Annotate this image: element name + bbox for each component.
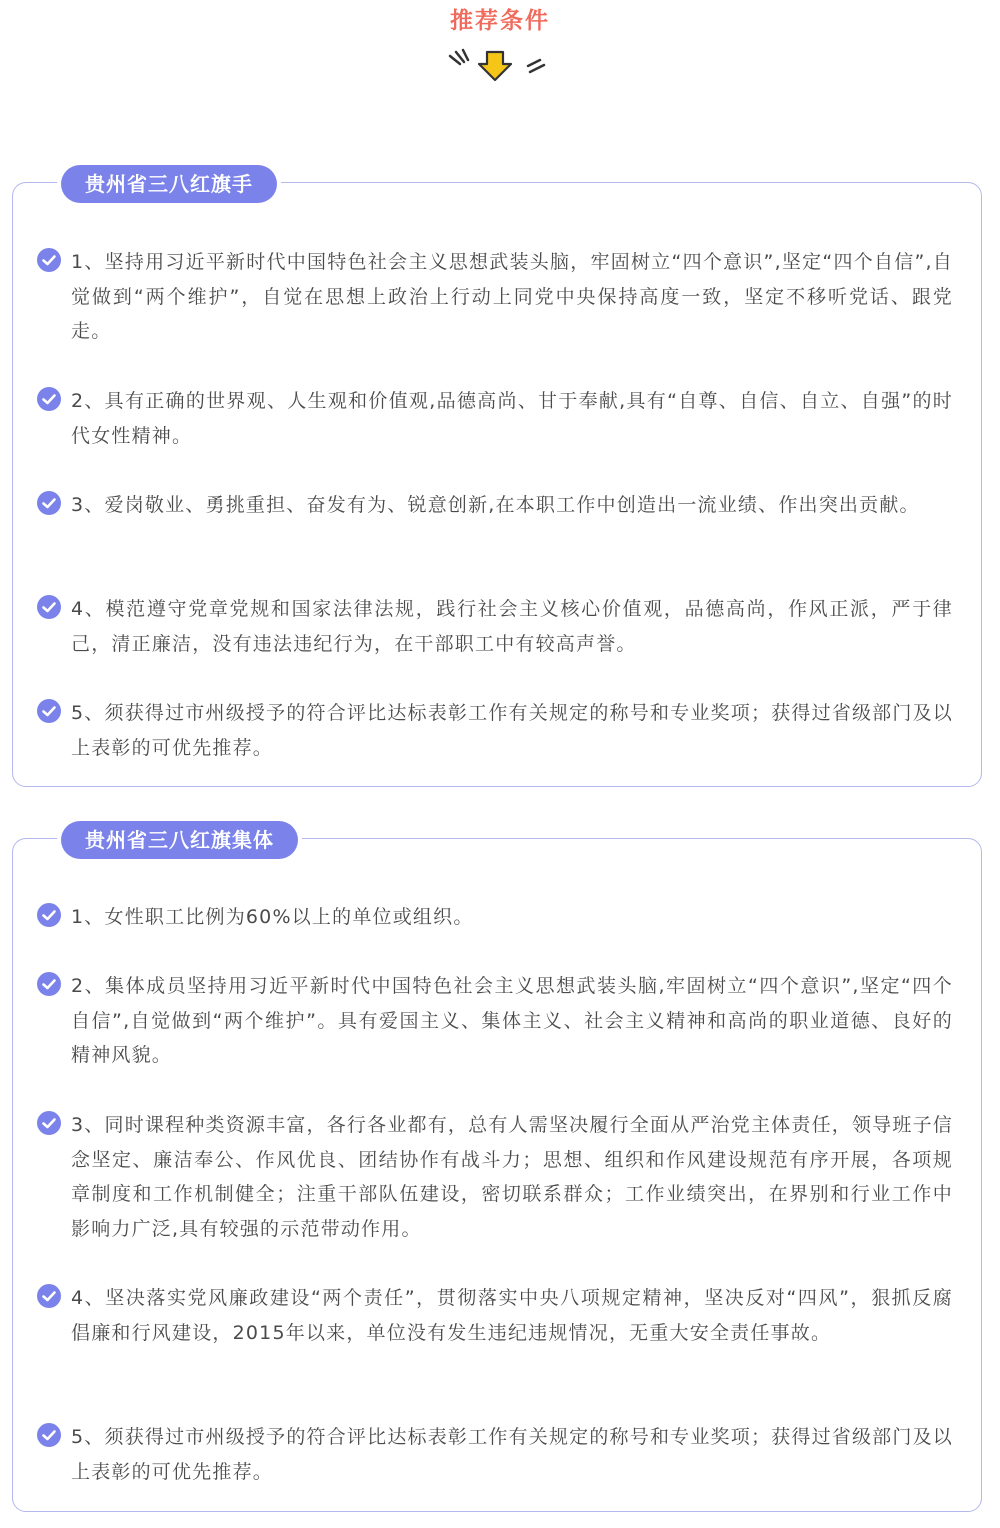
section-red-banner-collective	[12, 828, 982, 1512]
list-item	[37, 1108, 953, 1246]
check-circle-icon	[37, 972, 61, 996]
list-item	[37, 384, 953, 453]
check-circle-icon	[37, 387, 61, 411]
item-text: 1、女性职工比例为60%以上的单位或组织。	[71, 906, 474, 928]
item-text: 3、爱岗敬业、勇挑重担、奋发有为、锐意创新,在本职工作中创造出一流业绩、作出突出贡献。	[71, 494, 920, 516]
check-circle-icon	[37, 699, 61, 723]
check-circle-icon	[37, 595, 61, 619]
page-title: 推荐条件	[450, 8, 550, 34]
item-text: 5、须获得过市州级授予的符合评比达标表彰工作有关规定的称号和专业奖项；获得过省级部门及以上表彰的可优先推荐。	[71, 702, 953, 759]
item-text: 1、坚持用习近平新时代中国特色社会主义思想武装头脑，牢固树立“四个意识”,坚定“四个自信”,自觉做到“两个维护”，自觉在思想上政治上行动上同党中央保持高度一致，坚定不移听党话、跟党走。	[71, 251, 953, 342]
list-item	[37, 900, 953, 935]
check-circle-icon	[37, 491, 61, 515]
section-tag: 贵州省三八红旗手	[61, 165, 277, 203]
check-circle-icon	[37, 1111, 61, 1135]
list-item	[37, 245, 953, 349]
list-item	[37, 1420, 953, 1489]
check-circle-icon	[37, 1284, 61, 1308]
list-item	[37, 1281, 953, 1350]
check-circle-icon	[37, 903, 61, 927]
list-item	[37, 696, 953, 765]
item-text: 4、模范遵守党章党规和国家法律法规，践行社会主义核心价值观，品德高尚，作风正派，严于律己，清正廉洁，没有违法违纪行为，在干部职工中有较高声誉。	[71, 598, 953, 655]
item-text: 2、集体成员坚持用习近平新时代中国特色社会主义思想武装头脑,牢固树立“四个意识”,坚定“四个自信”,自觉做到“两个维护”。具有爱国主义、集体主义、社会主义精神和高尚的职业道德、良好的精神风貌。	[71, 975, 953, 1066]
item-text: 5、须获得过市州级授予的符合评比达标表彰工作有关规定的称号和专业奖项；获得过省级部门及以上表彰的可优先推荐。	[71, 1426, 953, 1483]
item-text: 4、坚决落实党风廉政建设“两个责任”，贯彻落实中央八项规定精神，坚决反对“四风”，狠抓反腐倡廉和行风建设，2015年以来，单位没有发生违纪违规情况，无重大安全责任事故。	[71, 1287, 953, 1344]
item-text: 2、具有正确的世界观、人生观和价值观,品德高尚、甘于奉献,具有“自尊、自信、自立、自强”的时代女性精神。	[71, 390, 953, 447]
check-circle-icon	[37, 248, 61, 272]
item-text: 3、同时课程种类资源丰富，各行各业都有，总有人需坚决履行全面从严治党主体责任，领导班子信念坚定、廉洁奉公、作风优良、团结协作有战斗力；思想、组织和作风建设规范有序开展，各项规章制度和工作机制健全；注重干部队伍建设，密切联系群众；工作业绩突出，在界别和行业工作中影响力广泛,具有较强的示范带动作用。	[71, 1114, 953, 1240]
check-circle-icon	[37, 1423, 61, 1447]
list-item	[37, 488, 953, 523]
down-arrow-icon	[440, 44, 560, 88]
section-red-banner-individual	[12, 172, 982, 787]
list-item	[37, 969, 953, 1073]
section-tag: 贵州省三八红旗集体	[61, 821, 298, 859]
list-item	[37, 592, 953, 661]
